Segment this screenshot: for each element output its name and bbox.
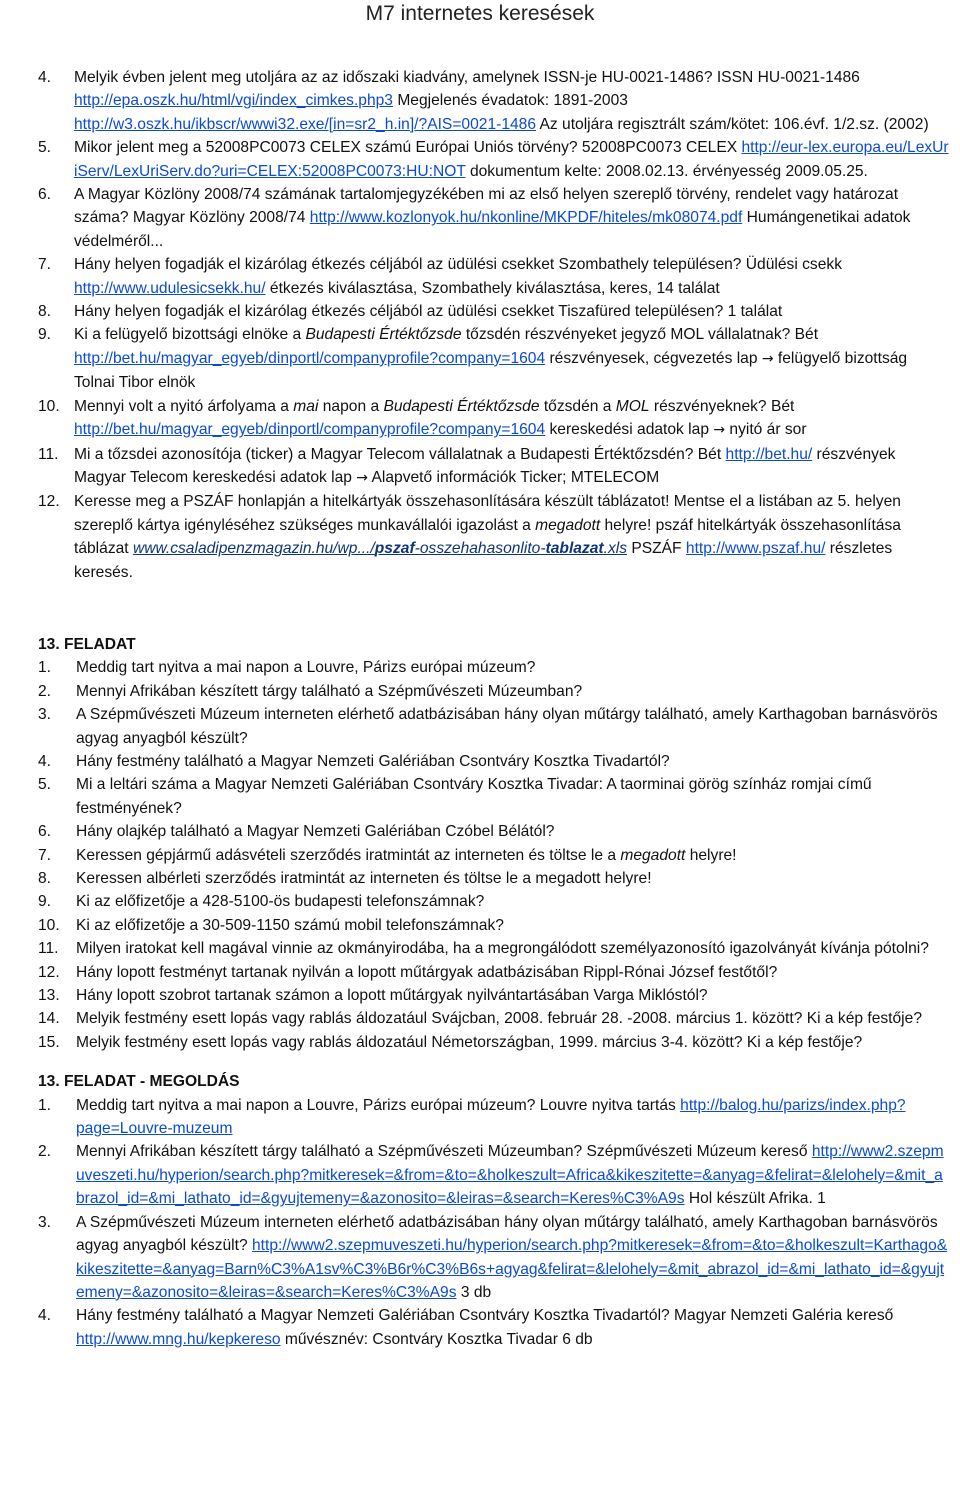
link[interactable]: http://www2.szepmuveszeti.hu/hyperion/search.php?mitkeresek=&from=&to=&holkeszult=Africa&kikeszitette=&anyag=&felirat=&lelohely=&mit_abrazol_id=&mi_lathato_id=&gyujtemeny=&azonosito=&leiras=&search=Keres%C3%A9s xyxy=(76,1143,944,1208)
list-item xyxy=(38,820,950,843)
item-text: Hány helyen fogadják el kizárólag étkezés céljából az üdülési csekket Szombathely településen? Üdülési csekk http://www.udulesicsekk.hu/ étkezés kiválasztása, Szombathely kiválasztása, keres, 14 találat xyxy=(74,256,842,297)
list-item xyxy=(38,961,950,984)
item-number: 6. xyxy=(38,823,52,841)
item-text: Hány lopott festményt tartanak nyilván a lopott műtárgyak adatbázisában Rippl-Rónai József festőtől? xyxy=(76,963,778,981)
item-number: 2. xyxy=(38,1143,52,1161)
item-text: Ki a felügyelő bizottsági elnöke a Budapesti Értéktőzsde tőzsdén részvényeket jegyző MOL vállalatnak? Bét http://bet.hu/magyar_egyeb/dinportl/companyprofile?company=1604 részvényesek, cégvezetés lap → felügyelő bizottság Tolnai Tibor elnök xyxy=(74,326,908,392)
item-number: 11. xyxy=(38,445,59,463)
list-item xyxy=(38,300,950,323)
document-body xyxy=(38,66,950,1351)
item-text: Mennyi Afrikában készített tárgy található a Szépművészeti Múzeumban? xyxy=(76,682,583,700)
emphasis-text: megadott xyxy=(535,516,601,534)
item-number: 1. xyxy=(38,1096,52,1114)
question-list-top xyxy=(38,66,950,584)
item-number: 3. xyxy=(38,1213,52,1231)
item-number: 3. xyxy=(38,706,52,724)
item-text: A Magyar Közlöny 2008/74 számának tartalomjegyzékében mi az első helyen szereplő törvény, rendelet vagy határozat száma? Magyar Közlöny 2008/74 http://www.kozlonyok.hu/nkonline/MKPDF/hiteles/mk08074.pdf Humángenetikai adatok védelméről... xyxy=(74,186,911,250)
list-item xyxy=(38,1304,950,1351)
item-text: Mi a tőzsdei azonosítója (ticker) a Magyar Telecom vállalatnak a Budapesti Értéktőzsdén? Bét http://bet.hu/ részvények Magyar Telecom kereskedési adatok lap → Alapvető információk Ticker; MTELECOM xyxy=(74,445,896,486)
item-text: A Szépművészeti Múzeum interneten elérhető adatbázisában hány olyan műtárgy található, amely Karthagoban barnásvörös agyag anyagból készült? http://www2.szepmuveszeti.hu/hyperion/search.php?mitkeresek=&from=&to=&holkeszult=Karthago&kikeszitette=&anyag=Barn%C3%A1sv%C3%B6r%C3%B6s+agyag&felirat=&lelohely=&mit_abrazol_id=&mi_lathato_id=&gyujtemeny=&azonosito=&leiras=&search=Keres%C3%A9s 3 db xyxy=(76,1213,948,1301)
emphasis-text: Budapesti Értéktőzsde xyxy=(383,397,540,415)
item-text: Ki az előfizetője a 428-5100-ös budapesti telefonszámnak? xyxy=(76,893,485,911)
item-text: Hány festmény található a Magyar Nemzeti Galériában Csontváry Kosztka Tivadartól? xyxy=(76,752,670,770)
list-item xyxy=(38,844,950,867)
item-text: Meddig tart nyitva a mai napon a Louvre, Párizs európai múzeum? Louvre nyitva tartás http://balog.hu/parizs/index.php?page=Louvre-muzeum xyxy=(76,1096,906,1138)
list-item xyxy=(38,1140,950,1210)
section-13-solution-list xyxy=(38,1094,950,1351)
page-header-title: M7 internetes keresések xyxy=(365,2,595,25)
arrow-right-icon: → xyxy=(761,350,774,367)
emphasis-text: MOL xyxy=(615,397,650,415)
list-item xyxy=(38,1211,950,1305)
item-number: 10. xyxy=(38,397,60,415)
item-number: 4. xyxy=(38,69,52,86)
list-item xyxy=(38,183,950,253)
item-text: Hány lopott szobrot tartanak számon a lopott műtárgyak nyilvántartásában Varga Miklóstól? xyxy=(76,987,708,1005)
item-number: 5. xyxy=(38,776,52,794)
link[interactable]: http://w3.oszk.hu/ikbscr/wwwi32.exe/[in=sr2_h.in]/?AIS=0021-1486 xyxy=(74,115,537,133)
item-number: 11. xyxy=(38,940,59,958)
list-item xyxy=(38,914,950,937)
list-item xyxy=(38,323,950,394)
item-text: Hány olajkép található a Magyar Nemzeti Galériában Czóbel Bélától? xyxy=(76,823,555,841)
item-number: 5. xyxy=(38,139,52,157)
link[interactable]: www.csaladipenzmagazin.hu/wp.../pszaf-osszehahasonlito-tablazat.xls xyxy=(132,540,627,558)
item-text: Hány helyen fogadják el kizárólag étkezés céljából az üdülési csekket Tiszafüred településen? 1 találat xyxy=(74,303,783,321)
link[interactable]: http://bet.hu/magyar_egyeb/dinportl/companyprofile?company=1604 xyxy=(74,349,546,367)
item-text: Mi a leltári száma a Magyar Nemzeti Galériában Csontváry Kosztka Tivadar: A taorminai görög színház romjai című festményének? xyxy=(76,776,872,817)
list-item xyxy=(38,1094,950,1141)
arrow-right-icon: → xyxy=(356,469,369,486)
link[interactable]: http://www.mng.hu/kepkereso xyxy=(76,1330,281,1348)
list-item xyxy=(38,443,950,491)
list-item xyxy=(38,750,950,773)
list-item xyxy=(38,890,950,913)
item-number: 8. xyxy=(38,870,52,887)
section-13-title: 13. FELADAT xyxy=(38,635,136,653)
item-number: 9. xyxy=(38,893,52,911)
item-number: 7. xyxy=(38,846,52,864)
link[interactable]: http://bet.hu/magyar_egyeb/dinportl/companyprofile?company=1604 xyxy=(74,421,546,439)
item-number: 12. xyxy=(38,493,60,511)
list-item xyxy=(38,490,950,584)
item-text: Melyik festmény esett lopás vagy rablás áldozatául Svájcban, 2008. február 28. -2008. március 1. között? Ki a kép festője? xyxy=(76,1010,922,1028)
list-item xyxy=(38,703,950,750)
item-number: 15. xyxy=(38,1033,60,1051)
link[interactable]: http://www.udulesicsekk.hu/ xyxy=(74,279,266,297)
item-number: 13. xyxy=(38,987,60,1005)
item-text: Hány festmény található a Magyar Nemzeti Galériában Csontváry Kosztka Tivadartól? Magyar Nemzeti Galéria kereső http://www.mng.hu/kepkereso művésznév: Csontváry Kosztka Tivadar 6 db xyxy=(76,1307,894,1348)
list-item xyxy=(38,656,950,679)
item-number: 9. xyxy=(38,326,52,344)
link[interactable]: http://eur-lex.europa.eu/LexUriServ/LexUriServ.do?uri=CELEX:52008PC0073:HU:NOT xyxy=(74,139,949,180)
item-text: Milyen iratokat kell magával vinnie az okmányirodába, ha a megrongálódott személyazonosító igazolványát kívánja pótolni? xyxy=(76,940,929,958)
item-number: 1. xyxy=(38,659,52,677)
list-item xyxy=(38,984,950,1007)
item-text: A Szépművészeti Múzeum interneten elérhető adatbázisában hány olyan műtárgy található, amely Karthagoban barnásvörös agyag anyagból készült? xyxy=(76,706,938,747)
item-text: Keressen albérleti szerződés iratmintát az interneten és töltse le a megadott helyre! xyxy=(76,870,652,887)
section-13-question-list xyxy=(38,656,950,1054)
item-text: Keressen gépjármű adásvételi szerződés iratmintát az interneten és töltse le a megadott helyre! xyxy=(76,846,737,864)
list-item xyxy=(38,395,950,443)
item-number: 7. xyxy=(38,256,52,274)
list-item xyxy=(38,773,950,820)
list-item xyxy=(38,867,950,890)
link[interactable]: http://bet.hu/ xyxy=(725,445,813,463)
list-item xyxy=(38,680,950,703)
list-item xyxy=(38,136,950,183)
item-text: Mennyi volt a nyitó árfolyama a mai napon a Budapesti Értéktőzsde tőzsdén a MOL részvényeknek? Bét http://bet.hu/magyar_egyeb/dinportl/companyprofile?company=1604 kereskedési adatok lap → nyitó ár sor xyxy=(74,397,807,439)
item-number: 4. xyxy=(38,1307,52,1325)
emphasis-text: mai xyxy=(293,397,319,415)
item-text: Mikor jelent meg a 52008PC0073 CELEX számú Európai Uniós törvény? 52008PC0073 CELEX http://eur-lex.europa.eu/LexUriServ/LexUriServ.do?uri=CELEX:52008PC0073:HU:NOT dokumentum kelte: 2008.02.13. érvényesség 2009.05.25. xyxy=(74,139,949,180)
list-item xyxy=(38,1007,950,1030)
item-number: 2. xyxy=(38,682,52,700)
item-text: Melyik festmény esett lopás vagy rablás áldozatául Németországban, 1999. március 3-4. között? Ki a kép festője? xyxy=(76,1033,863,1051)
list-item xyxy=(38,937,950,960)
list-item xyxy=(38,1031,950,1054)
item-text: Keresse meg a PSZÁF honlapján a hitelkártyák összehasonlítására készült táblázatot! Mentse el a listában az 5. helyen szereplő kártya igényléséhez szükséges munkavállalói igazolást a megadott helyre! pszáf hitelkártyák összehasonlítása táblázat www.csaladipenzmagazin.hu/wp.../pszaf-osszehahasonlito-tablazat.xls PSZÁF http://www.pszaf.hu/ részletes keresés. xyxy=(74,493,901,581)
section-gap xyxy=(38,1054,950,1070)
link[interactable]: http://www.kozlonyok.hu/nkonline/MKPDF/hiteles/mk08074.pdf xyxy=(309,209,743,227)
item-number: 4. xyxy=(38,752,52,770)
section-13-solution-title: 13. FELADAT - MEGOLDÁS xyxy=(38,1073,240,1091)
link[interactable]: http://balog.hu/parizs/index.php?page=Louvre-muzeum xyxy=(76,1096,906,1138)
item-text: Meddig tart nyitva a mai napon a Louvre, Párizs európai múzeum? xyxy=(76,659,536,677)
item-number: 6. xyxy=(38,186,52,204)
section-gap xyxy=(38,584,950,633)
emphasis-text: Budapesti Értéktőzsde xyxy=(305,326,462,344)
list-item xyxy=(38,66,950,136)
item-number: 12. xyxy=(38,963,60,981)
arrow-right-icon: → xyxy=(713,422,726,439)
list-item xyxy=(38,253,950,300)
item-number: 10. xyxy=(38,916,60,934)
link[interactable]: http://www2.szepmuveszeti.hu/hyperion/search.php?mitkeresek=&from=&to=&holkeszult=Karthago&kikeszitette=&anyag=Barn%C3%A1sv%C3%B6r%C3%B6s+agyag&felirat=&lelohely=&mit_abrazol_id=&mi_lathato_id=&gyujtemeny=&azonosito=&leiras=&search=Keres%C3%A9s xyxy=(76,1237,948,1301)
emphasis-text: megadott xyxy=(620,846,686,864)
item-text: Mennyi Afrikában készített tárgy található a Szépművészeti Múzeumban? Szépművészeti Múzeum kereső http://www2.szepmuveszeti.hu/hyperion/search.php?mitkeresek=&from=&to=&holkeszult=Africa&kikeszitette=&anyag=&felirat=&lelohely=&mit_abrazol_id=&mi_lathato_id=&gyujtemeny=&azonosito=&leiras=&search=Keres%C3%A9s Hol készült Afrika. 1 xyxy=(76,1143,944,1208)
item-number: 8. xyxy=(38,303,52,321)
link[interactable]: http://epa.oszk.hu/html/vgi/index_cimkes.php3 xyxy=(74,92,393,110)
item-text: Ki az előfizetője a 30-509-1150 számú mobil telefonszámnak? xyxy=(76,916,504,934)
link[interactable]: http://www.pszaf.hu/ xyxy=(685,540,826,558)
item-number: 14. xyxy=(38,1010,60,1028)
item-text: Melyik évben jelent meg utoljára az az időszaki kiadvány, amelynek ISSN-je HU-0021-1486? ISSN HU-0021-1486 http://epa.oszk.hu/html/vgi/index_cimkes.php3 Megjelenés évadatok: 1891-2003 http://w3.oszk.hu/ikbscr/wwwi32.exe/[in=sr2_h.in]/?AIS=0021-1486 Az utoljára regisztrált szám/kötet: 106.évf. 1/2.sz. (2002) xyxy=(74,69,929,133)
